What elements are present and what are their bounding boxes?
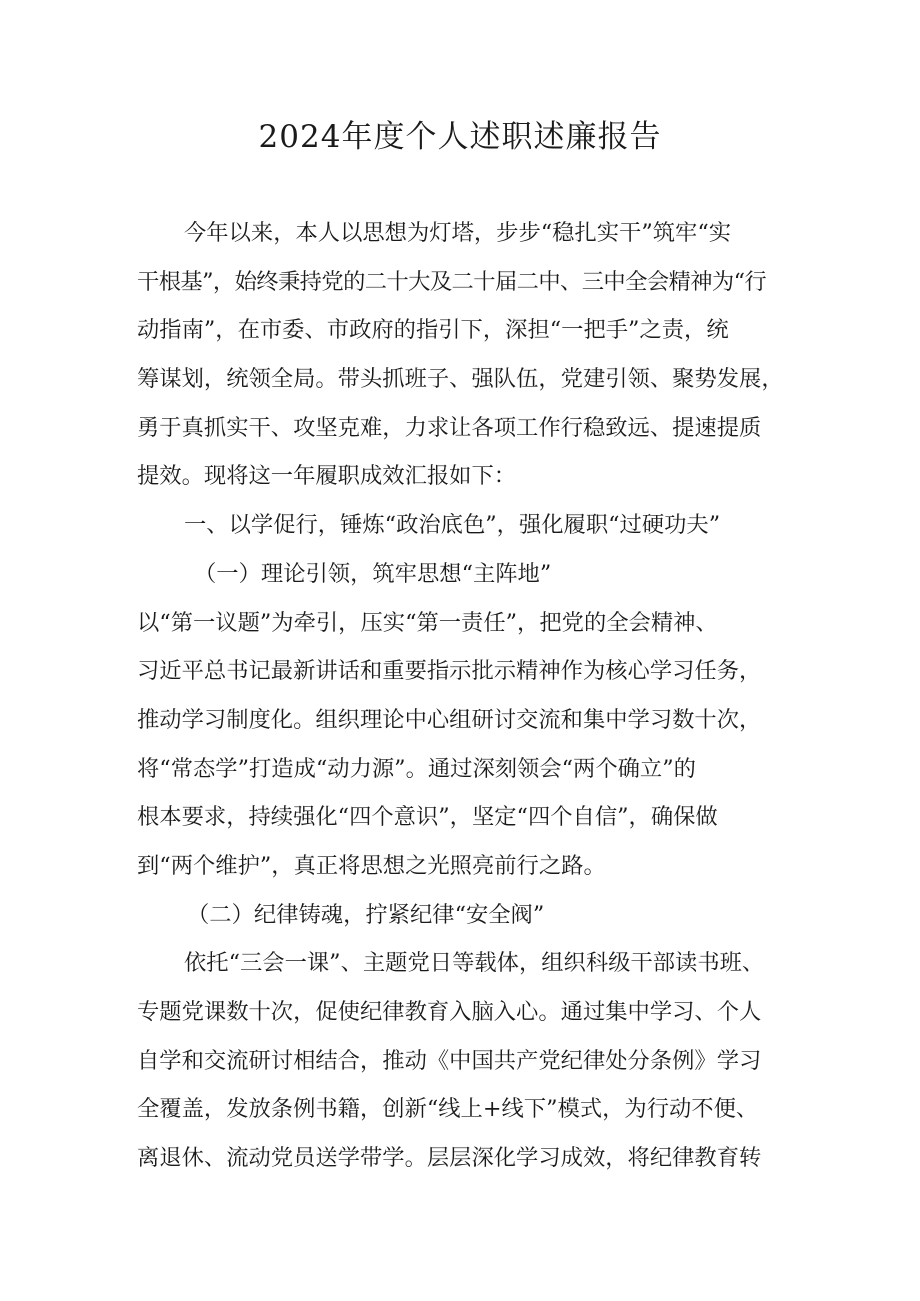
subsection-heading: （二）纪律铸魂，拧紧纪律“安全阀”	[187, 901, 545, 928]
paragraph-line: 提效。现将这一年履职成效汇报如下：	[137, 463, 517, 490]
section-heading: 一、以学促行，锤炼“政治底色”，强化履职“过硬功夫”	[184, 512, 721, 539]
paragraph-line: 今年以来，本人以思想为灯塔，步步“稳扎实干”筑牢“实	[184, 220, 732, 246]
paragraph-line: 筹谋划，统领全局。带头抓班子、强队伍，党建引领、聚势发展，	[137, 366, 784, 393]
paragraph-line: 离退休、流动党员送学带学。层层深化学习成效，将纪律教育转	[137, 1145, 762, 1172]
paragraph-line: 干根基”，始终秉持党的二十大及二十届二中、三中全会精神为“行	[137, 268, 767, 295]
document-title: 2024年度个人述职述廉报告	[258, 119, 662, 155]
paragraph-line: 到“两个维护”，真正将思想之光照亮前行之路。	[137, 852, 606, 879]
paragraph-line: 全覆盖，发放条例书籍，创新“线上+线下”模式，为行动不便、	[137, 1096, 759, 1123]
subsection-heading: （一）理论引领，筑牢思想“主阵地”	[194, 560, 552, 587]
paragraph-line: 习近平总书记最新讲话和重要指示批示精神作为核心学习任务，	[137, 658, 762, 685]
paragraph-line: 自学和交流研讨相结合，推动《中国共产党纪律处分条例》学习	[137, 1047, 762, 1074]
paragraph-line: 依托“三会一课”、主题党日等载体，组织科级干部读书班、	[184, 950, 765, 977]
paragraph-line: 推动学习制度化。组织理论中心组研讨交流和集中学习数十次，	[137, 706, 762, 733]
paragraph-line: 以“第一议题”为牵引，压实“第一责任”，把党的全会精神、	[137, 609, 718, 636]
paragraph-line: 勇于真抓实干、攻坚克难，力求让各项工作行稳致远、提速提质	[137, 414, 762, 441]
paragraph-line: 动指南”，在市委、市政府的指引下，深担“一把手”之责，统	[137, 317, 729, 344]
paragraph-line: 专题党课数十次，促使纪律教育入脑入心。通过集中学习、个人	[137, 999, 762, 1025]
paragraph-line: 根本要求，持续强化“四个意识”，坚定“四个自信”，确保做	[137, 804, 718, 831]
paragraph-line: 将“常态学”打造成“动力源”。通过深刻领会“两个确立”的	[137, 755, 696, 782]
document-body	[137, 209, 797, 1183]
